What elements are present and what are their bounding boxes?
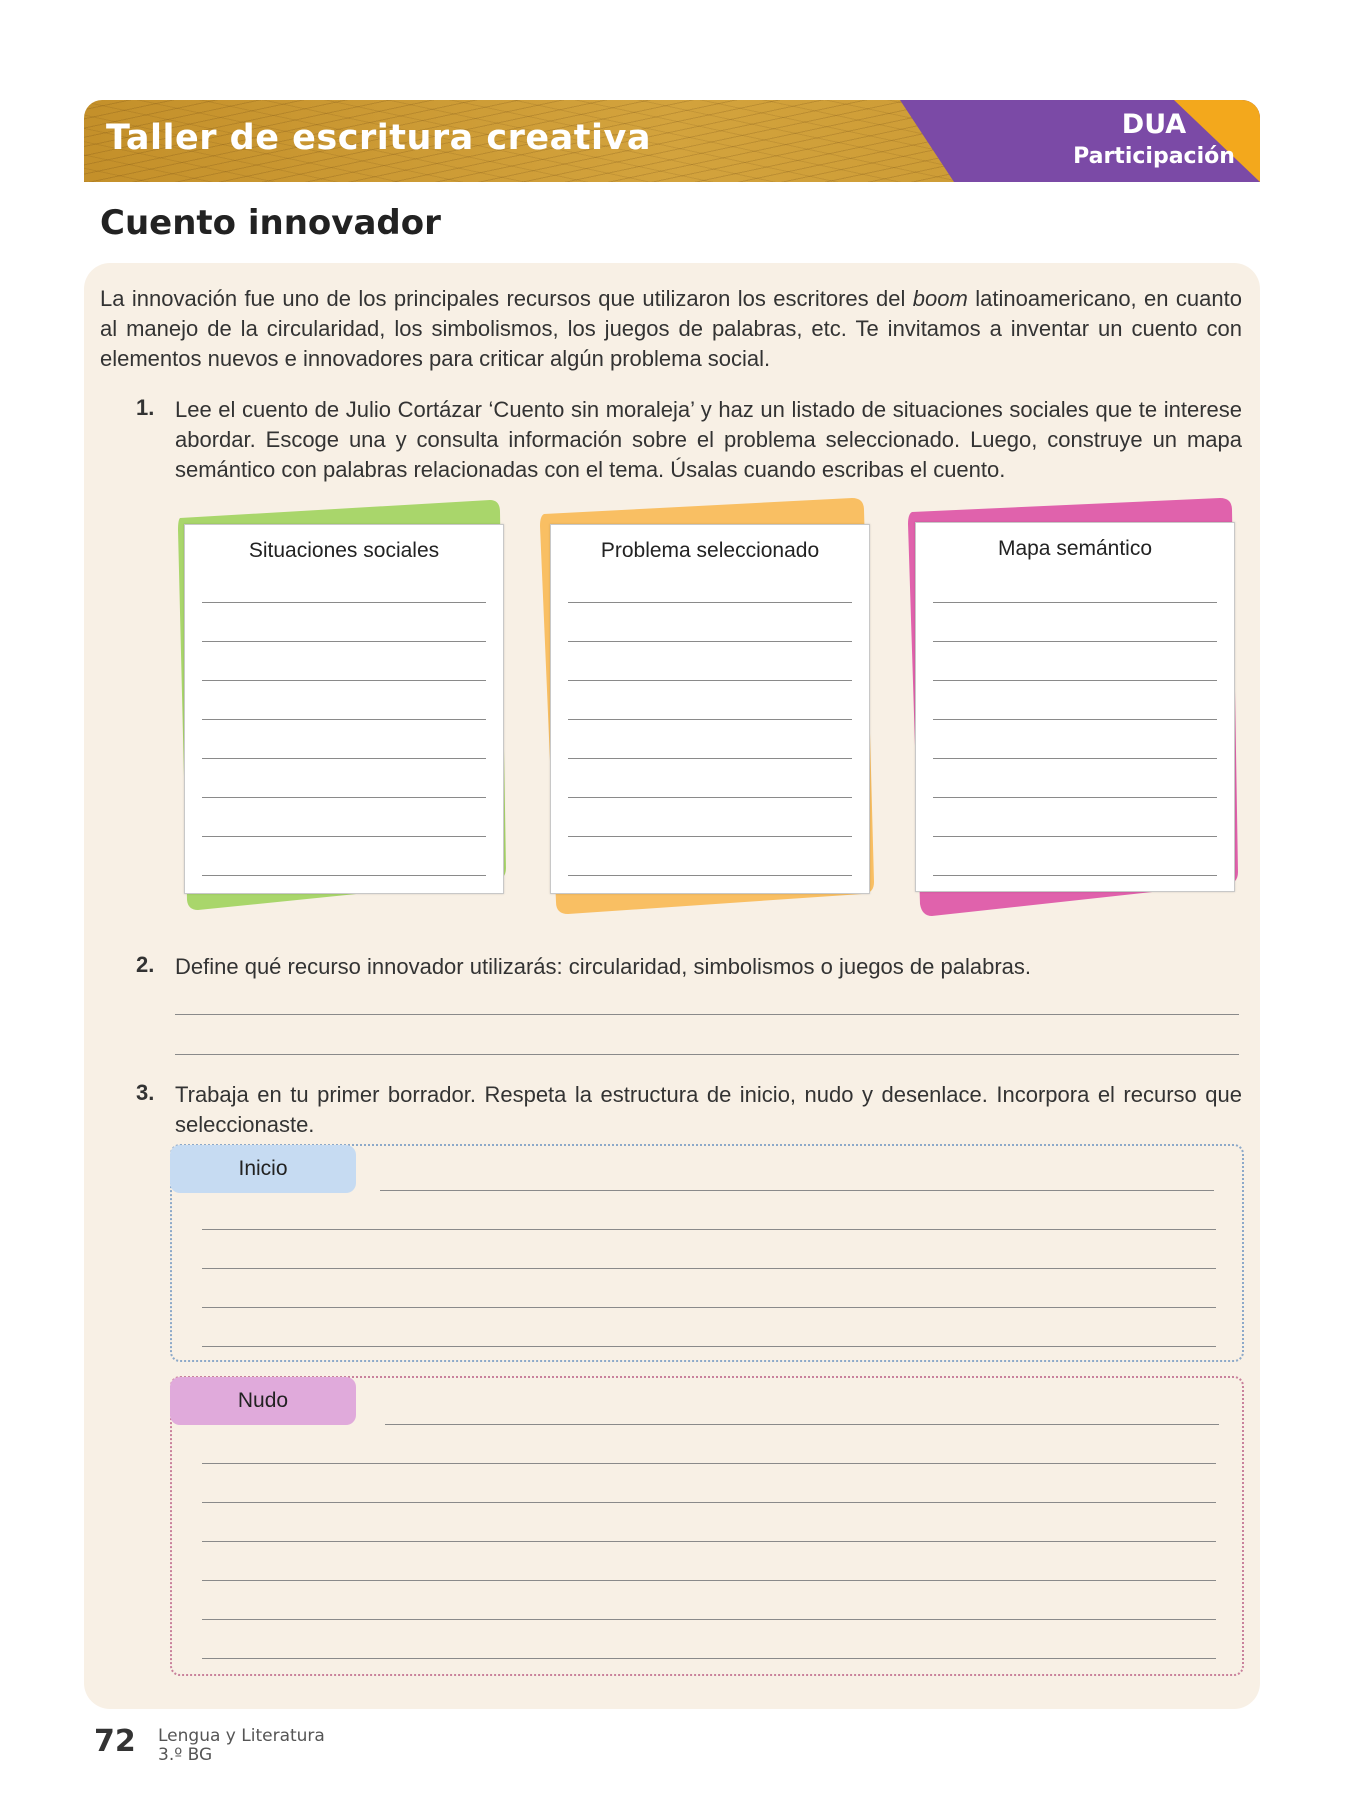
write-line[interactable] (202, 602, 486, 603)
write-line[interactable] (568, 641, 852, 642)
write-line[interactable] (202, 758, 486, 759)
write-line[interactable] (933, 875, 1217, 876)
write-line[interactable] (933, 836, 1217, 837)
activity-2-text: Define qué recurso innovador utilizarás: circularidad, simbolismos o juegos de palabras. (175, 954, 1031, 979)
activity-3-text: Trabaja en tu primer borrador. Respeta la estructura de inicio, nudo y desenlace. Incorpora el recurso que seleccionaste. (175, 1082, 1242, 1137)
activity-2-number: 2. (136, 952, 155, 977)
banner-title: Taller de escritura creativa (106, 118, 651, 158)
tag-nudo: Nudo (170, 1377, 356, 1425)
header-banner (84, 100, 1260, 182)
write-line[interactable] (933, 758, 1217, 759)
draft-line[interactable] (380, 1190, 1214, 1191)
write-line[interactable] (568, 875, 852, 876)
write-line[interactable] (568, 602, 852, 603)
answer-line[interactable] (175, 1054, 1239, 1055)
intro-paragraph (100, 284, 1242, 374)
write-line[interactable] (202, 797, 486, 798)
footer-grade: 3.º BG (158, 1745, 213, 1765)
draft-line[interactable] (202, 1541, 1216, 1542)
write-line[interactable] (568, 758, 852, 759)
dua-badge-subtitle: Participación (1073, 144, 1235, 169)
write-line[interactable] (202, 680, 486, 681)
dua-badge-title: DUA (1121, 109, 1187, 140)
card-title: Situaciones sociales (248, 539, 440, 562)
section-title: Cuento innovador (100, 203, 441, 243)
activity-3-number: 3. (136, 1080, 155, 1105)
draft-line[interactable] (202, 1307, 1216, 1308)
draft-line[interactable] (202, 1229, 1216, 1230)
card-mapa-semantico (915, 522, 1235, 892)
write-line[interactable] (568, 797, 852, 798)
draft-line[interactable] (202, 1463, 1216, 1464)
write-line[interactable] (933, 680, 1217, 681)
card-problema-seleccionado (550, 524, 870, 894)
write-line[interactable] (933, 719, 1217, 720)
page-number: 72 (94, 1724, 136, 1759)
answer-line[interactable] (175, 1014, 1239, 1015)
write-line[interactable] (933, 602, 1217, 603)
activity-1-text: Lee el cuento de Julio Cortázar ‘Cuento sin moraleja’ y haz un listado de situaciones sociales que te interese abordar. Escoge una y consulta información sobre el problema seleccionado. Luego, construye un mapa semántico con palabras relacionadas con el tema. Úsalas cuando escribas el cuento. (175, 397, 1242, 482)
footer-book-info (158, 1727, 325, 1765)
intro-text-start: La innovación fue uno de los principales recursos que utilizaron los escritores del (100, 286, 913, 311)
draft-line[interactable] (202, 1268, 1216, 1269)
write-line[interactable] (933, 641, 1217, 642)
write-line[interactable] (202, 641, 486, 642)
card-title: Mapa semántico (997, 537, 1153, 560)
tag-inicio: Inicio (170, 1145, 356, 1193)
write-line[interactable] (568, 836, 852, 837)
write-line[interactable] (568, 719, 852, 720)
draft-line[interactable] (385, 1424, 1219, 1425)
write-line[interactable] (568, 680, 852, 681)
draft-line[interactable] (202, 1619, 1216, 1620)
intro-text-end: latinoamericano, en cuanto al manejo de la circularidad, los simbolismos, los juegos de palabras, etc. Te invitamos a inventar un cuento con elementos nuevos e innovadores para criticar algún problema social. (100, 286, 1242, 371)
draft-line[interactable] (202, 1580, 1216, 1581)
footer-subject: Lengua y Literatura (158, 1726, 325, 1746)
intro-emphasis: boom (912, 286, 968, 311)
write-line[interactable] (202, 875, 486, 876)
write-line[interactable] (202, 719, 486, 720)
draft-line[interactable] (202, 1658, 1216, 1659)
card-title: Problema seleccionado (600, 539, 820, 562)
draft-line[interactable] (202, 1502, 1216, 1503)
draft-line[interactable] (202, 1346, 1216, 1347)
card-situaciones-sociales (184, 524, 504, 894)
write-line[interactable] (933, 797, 1217, 798)
write-line[interactable] (202, 836, 486, 837)
activity-1-number: 1. (136, 395, 155, 420)
